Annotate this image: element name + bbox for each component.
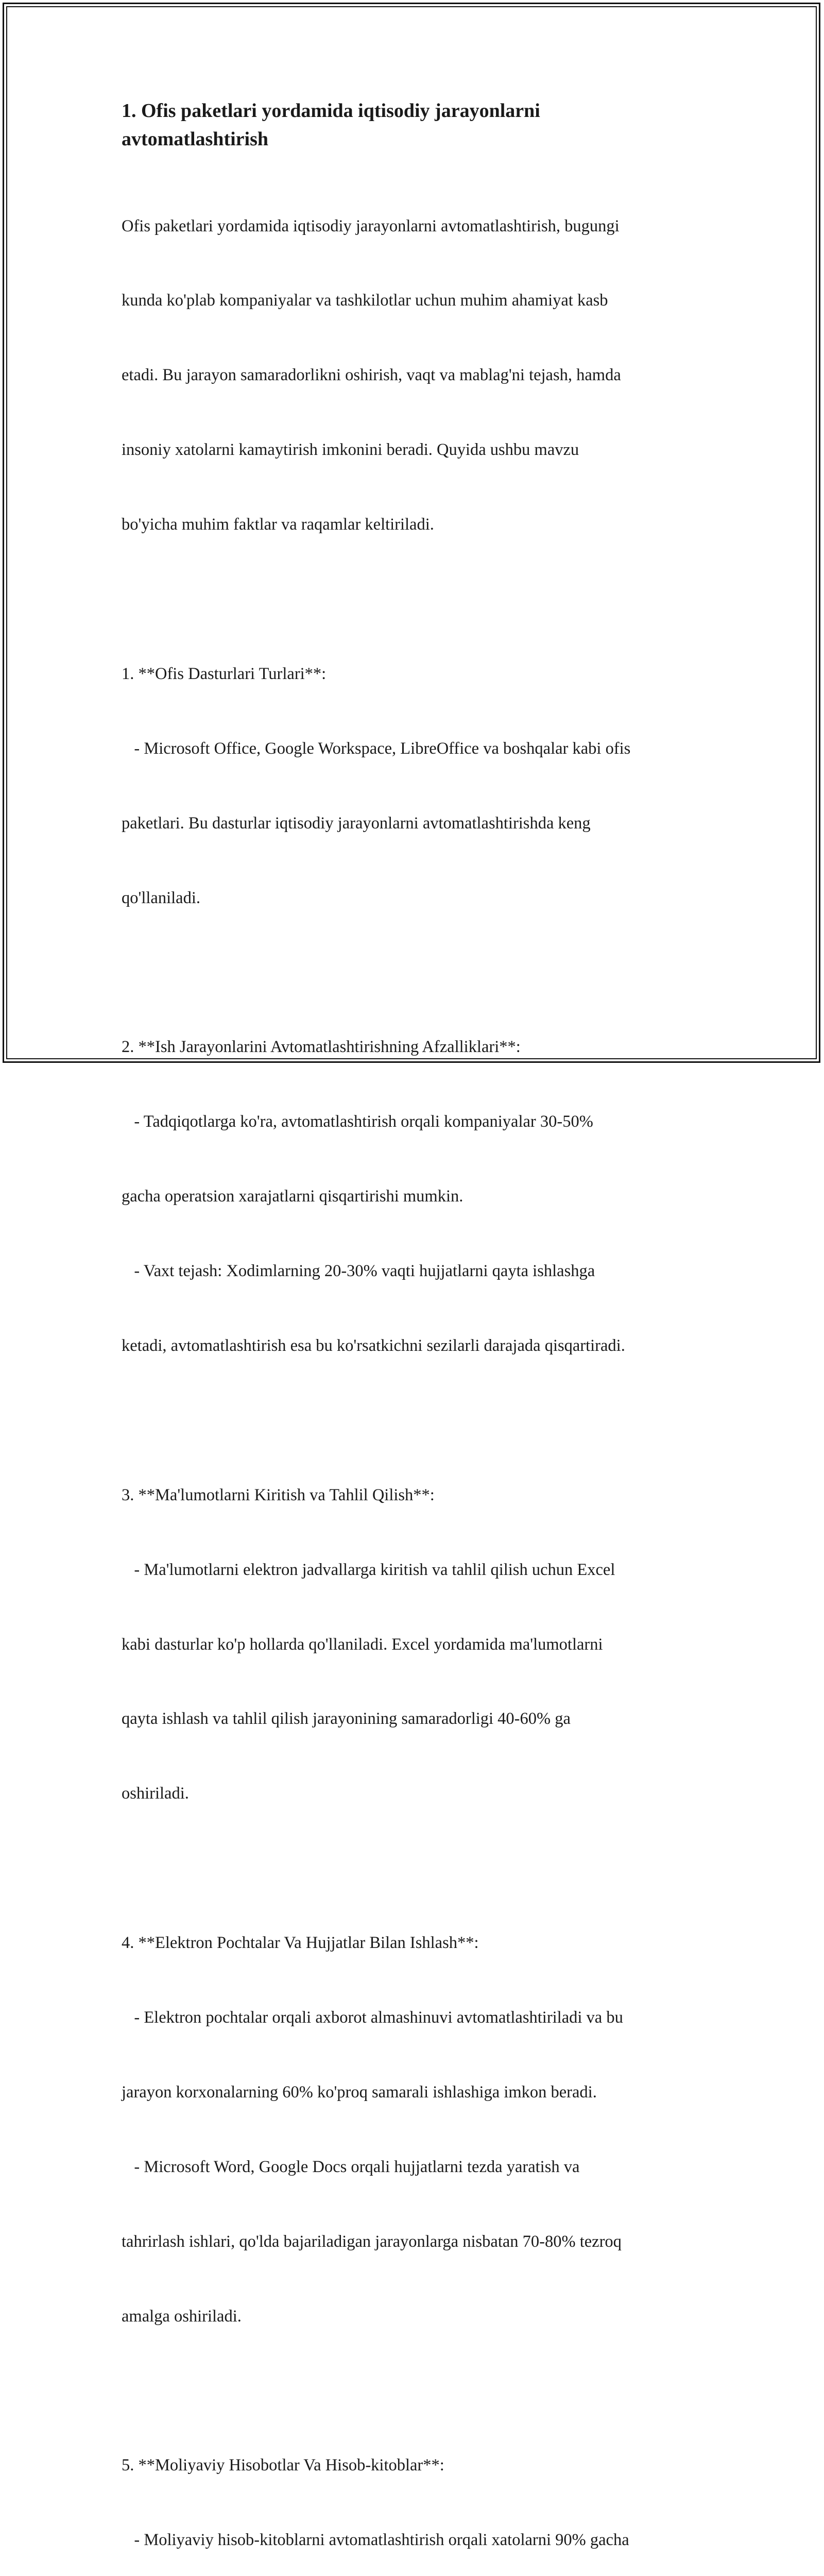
text-line: qayta ishlash va tahlil qilish jarayonining samaradorligi 40-60% ga xyxy=(122,1709,571,1728)
section-3 xyxy=(122,1433,709,1856)
text-line: - Moliyaviy hisob-kitoblarni avtomatlashtirish orqali xatolarni 90% gacha xyxy=(122,2531,629,2550)
section-heading: 5. **Moliyaviy Hisobotlar Va Hisob-kitoblar**: xyxy=(122,2456,444,2475)
text-line: - Ma'lumotlarni elektron jadvallarga kiritish va tahlil qilish uchun Excel xyxy=(122,1560,615,1579)
text-line: amalga oshiriladi. xyxy=(122,2307,242,2326)
section-heading: 1. **Ofis Dasturlari Turlari**: xyxy=(122,664,327,683)
section-heading: 4. **Elektron Pochtalar Va Hujjatlar Bilan Ishlash**: xyxy=(122,1934,479,1953)
section-1 xyxy=(122,612,709,960)
text-line: - Microsoft Word, Google Docs orqali hujjatlarni tezda yaratish va xyxy=(122,2157,580,2176)
text-line: - Tadqiqotlarga ko'ra, avtomatlashtirish orqali kompaniyalar 30-50% xyxy=(122,1112,593,1131)
document-body xyxy=(122,97,709,2576)
text-line: - Vaxt tejash: Xodimlarning 20-30% vaqti hujjatlarni qayta ishlashga xyxy=(122,1262,595,1281)
text-line: Ofis paketlari yordamida iqtisodiy jarayonlarni avtomatlashtirish, bugungi xyxy=(122,216,620,235)
text-line: insoniy xatolarni kamaytirish imkonini beradi. Quyida ushbu mavzu xyxy=(122,440,579,460)
text-line: oshiriladi. xyxy=(122,1784,189,1803)
text-line: - Microsoft Office, Google Workspace, LibreOffice va boshqalar kabi ofis xyxy=(122,739,631,758)
text-line: paketlari. Bu dasturlar iqtisodiy jarayonlarni avtomatlashtirishda keng xyxy=(122,814,591,833)
text-line: kabi dasturlar ko'p hollarda qo'llaniladi. Excel yordamida ma'lumotlarni xyxy=(122,1635,603,1654)
section-5 xyxy=(122,2403,709,2576)
text-line: ketadi, avtomatlashtirish esa bu ko'rsatkichni sezilarli darajada qisqartiradi. xyxy=(122,1336,625,1355)
text-line: kunda ko'plab kompaniyalar va tashkilotlar uchun muhim ahamiyat kasb xyxy=(122,291,608,310)
text-line: - Elektron pochtalar orqali axborot almashinuvi avtomatlashtiriladi va bu xyxy=(122,2008,623,2027)
title-line: avtomatlashtirish xyxy=(122,128,268,150)
section-heading: 3. **Ma'lumotlarni Kiritish va Tahlil Qilish**: xyxy=(122,1485,435,1504)
section-2 xyxy=(122,985,709,1408)
title-line: 1. Ofis paketlari yordamida iqtisodiy jarayonlarni xyxy=(122,100,540,122)
document-title xyxy=(122,97,709,154)
text-line: gacha operatsion xarajatlarni qisqartirishi mumkin. xyxy=(122,1187,464,1206)
text-line: jarayon korxonalarning 60% ko'proq samarali ishlashiga imkon beradi. xyxy=(122,2082,597,2102)
intro-paragraph xyxy=(122,164,709,587)
text-line: etadi. Bu jarayon samaradorlikni oshirish, vaqt va mablag'ni tejash, hamda xyxy=(122,366,621,385)
section-4 xyxy=(122,1880,709,2378)
text-line: qo'llaniladi. xyxy=(122,888,200,907)
section-heading: 2. **Ish Jarayonlarini Avtomatlashtirishning Afzalliklari**: xyxy=(122,1038,521,1057)
text-line: bo'yicha muhim faktlar va raqamlar keltiriladi. xyxy=(122,515,434,534)
text-line: tahrirlash ishlari, qo'lda bajariladigan jarayonlarga nisbatan 70-80% tezroq xyxy=(122,2232,622,2251)
